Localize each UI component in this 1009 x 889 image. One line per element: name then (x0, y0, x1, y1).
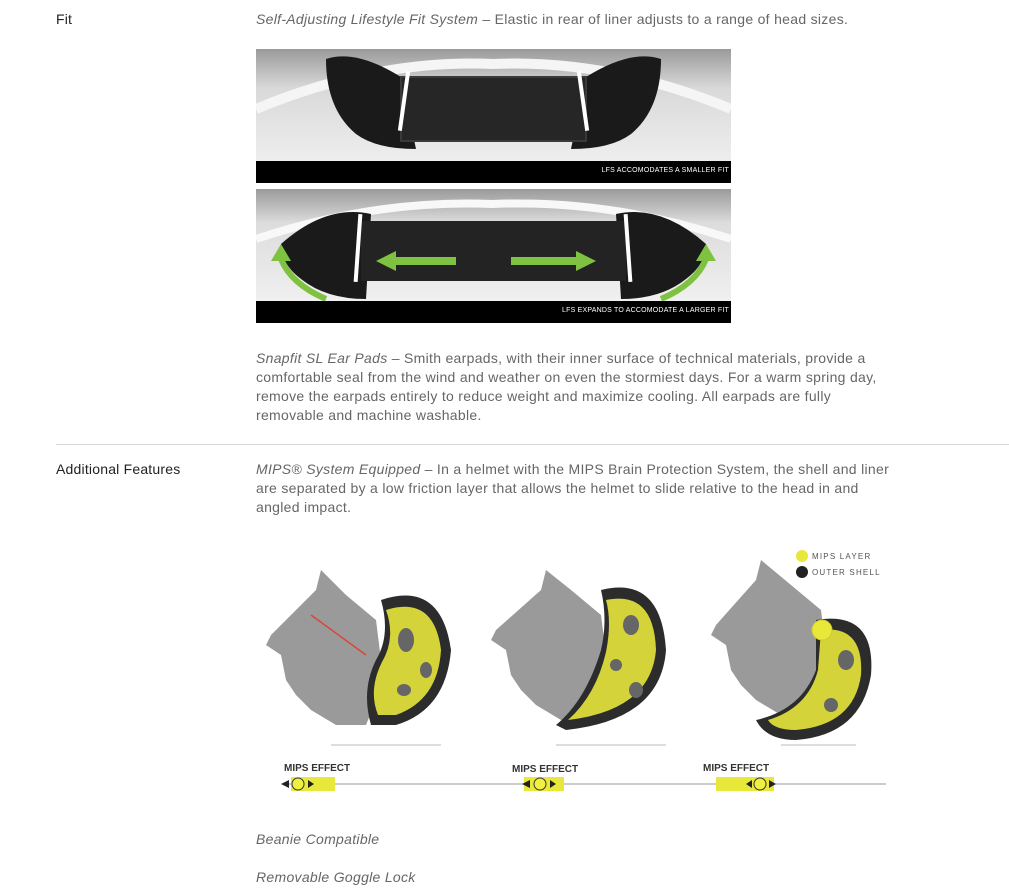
mips-figure-2 (491, 570, 666, 745)
mips-layer-legend-dot (796, 550, 808, 562)
caption-larger-fit: LFS EXPANDS TO ACCOMODATE A LARGER FIT (562, 307, 729, 314)
mips-effect-label-2: MIPS EFFECT (512, 764, 579, 775)
earpads-description (256, 349, 896, 425)
feature-beanie-compatible: Beanie Compatible (256, 831, 380, 847)
outer-shell-legend-text: OUTER SHELL (812, 568, 881, 577)
lfs-text: – Elastic in rear of liner adjusts to a range of head sizes. (478, 11, 849, 27)
mips-title: MIPS® System Equipped (256, 461, 421, 477)
lfs-smaller-fit-image (256, 49, 731, 183)
mips-effect-label-1: MIPS EFFECT (284, 763, 351, 774)
section-divider (56, 444, 1009, 445)
mips-effect-3 (703, 763, 776, 791)
lfs-larger-fit-image (256, 189, 731, 323)
mips-effect-1 (281, 763, 350, 791)
caption-bar (256, 161, 731, 183)
mips-effect-2 (512, 764, 578, 791)
mips-diagram (256, 540, 896, 800)
mips-figure-1 (266, 570, 451, 745)
mips-text: – In a helmet with the MIPS Brain Protection System, the shell and liner are separated by a low friction layer that allows the helmet to slide relative to the head in and angled impact. (256, 461, 890, 515)
caption-bar (256, 301, 731, 323)
mips-description (256, 460, 896, 517)
additional-features-label: Additional Features (56, 461, 181, 477)
fit-label: Fit (56, 11, 73, 27)
earpads-title: Snapfit SL Ear Pads (256, 350, 388, 366)
outer-shell-legend-dot (796, 566, 808, 578)
lfs-title: Self-Adjusting Lifestyle Fit System (256, 11, 479, 27)
earpads-text: – Smith earpads, with their inner surface of technical materials, provide a comfortable seal from the wind and weather on even the stormiest days. For a warm spring day, remove the earpads entirely to reduce weight and maximize cooling. All earpads are fully removable and machine washable. (256, 350, 877, 423)
feature-removable-goggle-lock: Removable Goggle Lock (256, 869, 416, 885)
lfs-description (256, 10, 896, 29)
mips-figure-3 (711, 560, 871, 745)
mips-layer-legend-text: MIPS LAYER (812, 552, 872, 561)
mips-effect-label-3: MIPS EFFECT (703, 763, 770, 774)
caption-smaller-fit: LFS ACCOMODATES A SMALLER FIT (601, 167, 729, 174)
